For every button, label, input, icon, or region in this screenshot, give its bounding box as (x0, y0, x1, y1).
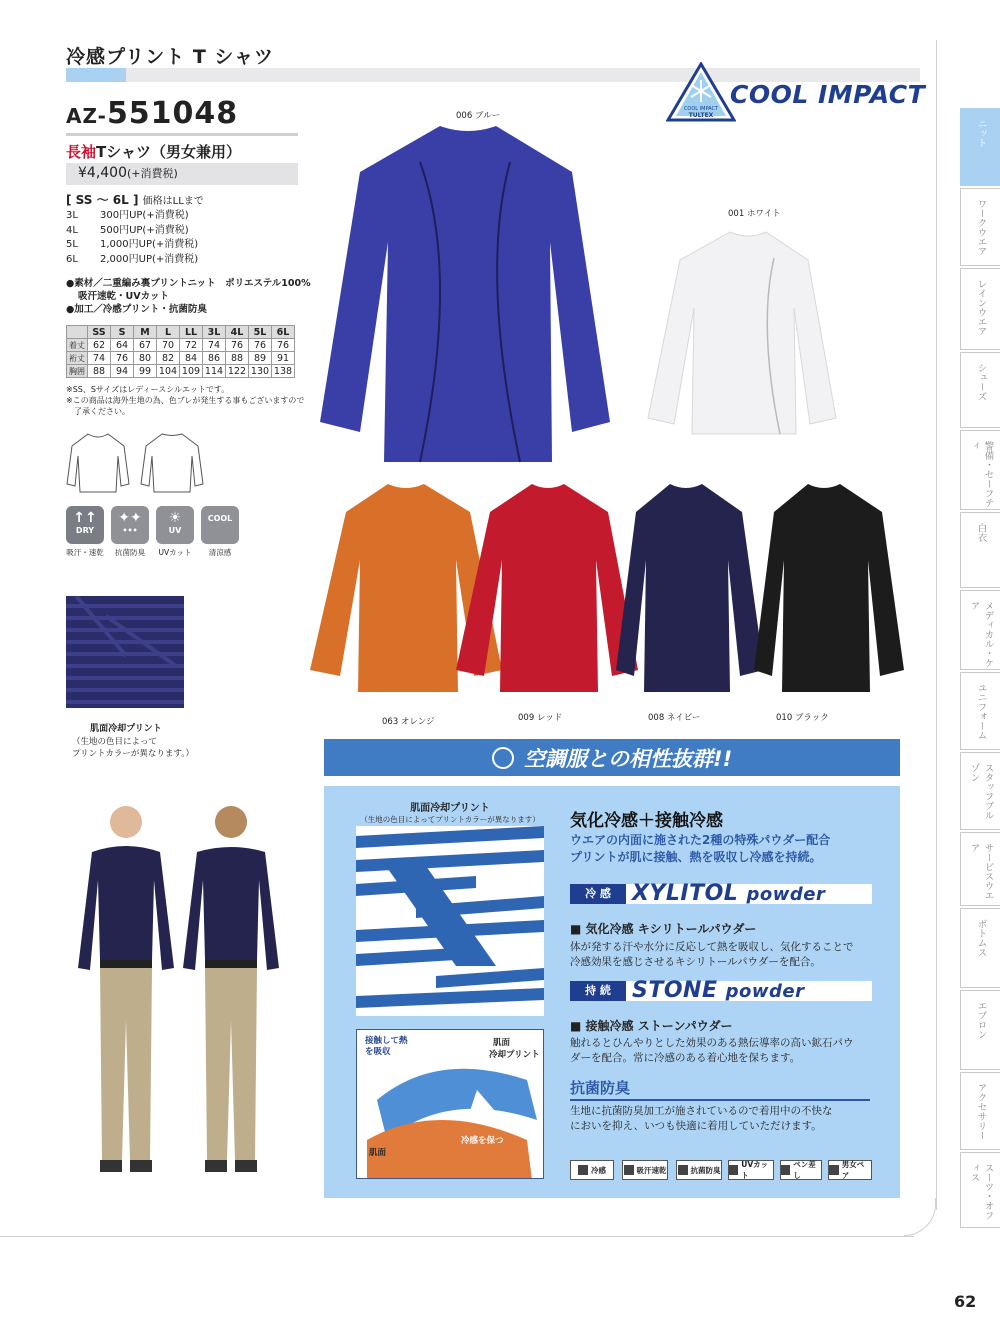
fabric-note (72, 736, 194, 760)
table-cell: 99 (134, 365, 157, 378)
feature-subheading (570, 832, 830, 866)
table-cell: 89 (249, 352, 272, 365)
cooling-diagram (356, 1029, 544, 1179)
size-header: S (111, 326, 134, 339)
table-cell: 82 (157, 352, 180, 365)
fabric-swatch (66, 596, 184, 708)
icon-badge: ••• (122, 526, 138, 535)
table-cell: 86 (203, 352, 226, 365)
xylitol-name-main: XYLITOL (632, 881, 739, 906)
product-code-number: 551048 (106, 96, 239, 131)
print-caption (356, 799, 544, 825)
note-line: ※この商品は海外生地の為、色ブレが発生する事もございますので (66, 396, 305, 405)
extra-price-list (66, 209, 198, 267)
size-table (66, 325, 295, 378)
page-number: 62 (954, 1292, 977, 1311)
stone-name (632, 978, 805, 1003)
brand-logo-text: COOL IMPACT (730, 80, 926, 109)
material-line: ●素材／二重編み裏プリントニット ポリエステル100% (66, 278, 311, 289)
note-line: ※SS、Sサイズはレディースシルエットです。 (66, 385, 230, 394)
icon-badge: DRY (75, 526, 95, 535)
stone-name-suffix: powder (725, 981, 805, 1002)
table-cell: 130 (249, 365, 272, 378)
feature-icon-cool (570, 1160, 614, 1180)
size-range (66, 191, 204, 208)
size-header: L (157, 326, 180, 339)
feature-icon-dry (622, 1160, 668, 1180)
tab-shoes[interactable]: シューズ (960, 352, 1000, 428)
feature-label: 男女ペア (841, 1160, 865, 1180)
table-cell: 67 (134, 339, 157, 352)
shirt-white (640, 228, 840, 442)
uv-cut-icon (729, 1165, 738, 1175)
table-cell: 76 (272, 339, 295, 352)
trademark: TM (940, 741, 954, 750)
extra-amount: 2,000円UP(+消費税) (100, 253, 199, 265)
shirt-black (752, 480, 908, 700)
text-line: においを抑え、いつも快適に着用していただけます。 (570, 1120, 822, 1132)
text-line: 冷感効果を感じさせるキシリトールパウダーを配合。 (570, 956, 821, 968)
table-cell: 70 (157, 339, 180, 352)
icon-label: 清涼感 (208, 548, 232, 557)
xylitol-chip: 冷 感 (570, 884, 626, 904)
skin-label: 肌面 (369, 1148, 387, 1158)
note-line: 了承ください。 (66, 407, 130, 416)
size-range-value: [ SS ～ 6L ] (66, 193, 139, 207)
table-cell: 94 (111, 365, 134, 378)
print-label-2: 冷却プリント (489, 1050, 540, 1060)
price-value: ¥4,400 (78, 165, 127, 181)
table-cell: 74 (88, 352, 111, 365)
tab-apron[interactable]: エプロン (960, 990, 1000, 1070)
extra-price-row (66, 224, 198, 239)
back-sketch (140, 432, 204, 494)
size-table-corner (67, 326, 88, 339)
tab-medical-care[interactable]: メディカル・ケア (960, 590, 1000, 670)
cooling-print-pattern (356, 826, 544, 1016)
table-cell: 114 (203, 365, 226, 378)
stone-tagline (570, 978, 872, 1003)
table-cell: 76 (111, 352, 134, 365)
color-label: 009 レッド (518, 713, 563, 723)
table-row (67, 339, 295, 352)
feature-icon-pen (780, 1160, 822, 1180)
cool-icon (201, 506, 239, 544)
tab-workwear[interactable]: ワークウエア (960, 188, 1000, 266)
print-label-1: 肌面 (493, 1038, 511, 1048)
xylitol-tagline (570, 881, 872, 906)
color-label: 008 ネイビー (648, 713, 701, 723)
dry-icon: ↑↑ DRY (66, 506, 104, 544)
xylitol-text (570, 940, 880, 970)
table-cell: 72 (180, 339, 203, 352)
fabric-note-line: プリントカラーが異なります。） (72, 749, 194, 759)
keep-cool-label: 冷感を保つ (461, 1136, 504, 1146)
tab-knit[interactable]: ニット (960, 108, 1000, 186)
color-label: 001 ホワイト (728, 209, 781, 219)
banner-text: 空調服との相性抜群!! (524, 746, 733, 771)
row-label: 着丈 (67, 339, 88, 352)
antibacterial-icon: ✦✦ ••• (111, 506, 149, 544)
size-header: M (134, 326, 157, 339)
tab-staff-blouson[interactable]: スタッフブルゾン (960, 752, 1000, 830)
divider (570, 1099, 870, 1101)
feature-icon-antibacterial (676, 1160, 722, 1180)
fabric-note-line: （生地の色目によって (72, 737, 158, 747)
print-caption-note: （生地の色目によってプリントカラーが異なります） (360, 815, 540, 824)
table-cell: 74 (203, 339, 226, 352)
table-cell: 88 (226, 352, 249, 365)
front-sketch (66, 432, 130, 494)
feature-label: UVカット (741, 1160, 769, 1180)
fan-icon (492, 747, 514, 769)
table-cell: 138 (272, 365, 295, 378)
feature-heading: 気化冷感＋接触冷感 (570, 811, 723, 831)
size-header: SS (88, 326, 111, 339)
extra-size: 5L (66, 239, 78, 250)
pen-slot-icon (781, 1165, 790, 1175)
text-line: 触れるとひんやりとした効果のある熱伝導率の高い鉱石パウ (570, 1037, 854, 1049)
extra-amount: 1,000円UP(+消費税) (100, 239, 199, 250)
feature-label: 吸汗速乾 (636, 1165, 667, 1175)
print-caption-title: 肌面冷却プリント (410, 803, 490, 814)
table-row (67, 365, 295, 378)
size-header: LL (180, 326, 203, 339)
xylitol-name-suffix: powder (746, 884, 826, 905)
badge-bottom-text: TULTEX (688, 112, 714, 119)
page-frame (936, 40, 937, 1210)
icon-label: 吸汗・速乾 (66, 548, 104, 557)
antibacterial-heading: 抗菌防臭 (570, 1079, 631, 1097)
size-range-note: 価格はLLまで (142, 196, 204, 207)
notes (66, 384, 306, 417)
antibacterial-icon (678, 1165, 688, 1175)
product-code-prefix: AZ- (66, 104, 107, 128)
extra-amount: 300円UP(+消費税) (100, 210, 189, 221)
text-line: 生地に抗菌防臭加工が施されているので着用中の不快な (570, 1105, 833, 1117)
extra-size: 4L (66, 224, 78, 236)
table-cell: 64 (111, 339, 134, 352)
feature-icon-pair (828, 1160, 872, 1180)
icon-badge: UV (168, 526, 182, 535)
stone-text (570, 1036, 880, 1066)
table-cell: 122 (226, 365, 249, 378)
shirt-blue (310, 122, 620, 474)
cool-icon (578, 1165, 588, 1175)
color-label: 010 ブラック (776, 713, 829, 723)
feature-label: ペン差し (793, 1160, 816, 1180)
tab-accessory[interactable]: アクセサリー (960, 1072, 1000, 1150)
table-cell: 84 (180, 352, 203, 365)
model-photos (66, 800, 316, 1190)
cool-impact-badge (666, 62, 736, 124)
extra-amount: 500円UP(+消費税) (100, 224, 189, 236)
subtitle-sleeve: 長袖 (66, 143, 97, 161)
stone-chip: 持 続 (570, 981, 626, 1001)
extra-price-row (66, 253, 198, 268)
size-header: 5L (249, 326, 272, 339)
table-cell: 88 (88, 365, 111, 378)
tab-lab-coat[interactable]: 白衣 (960, 512, 1000, 588)
absorb-label: 接触して熱を吸収 (365, 1036, 408, 1057)
icon-label: UVカット (158, 548, 192, 557)
feature-label: 冷感 (591, 1165, 606, 1175)
product-code (66, 96, 238, 131)
tab-rainwear[interactable]: レインウエア (960, 268, 1000, 350)
color-label: 006 ブルー (456, 111, 501, 121)
tab-suit-office[interactable]: スーツ・オフィス (960, 1152, 1000, 1228)
extra-size: 3L (66, 210, 78, 221)
model-back (183, 806, 279, 1172)
page-title: 冷感プリント T シャツ (66, 46, 275, 68)
text-line: ダーを配合。常に冷感のある着心地を保ちます。 (570, 1052, 801, 1064)
antibacterial-text (570, 1104, 880, 1134)
icon-label: 抗菌防臭 (115, 548, 145, 557)
table-cell: 109 (180, 365, 203, 378)
product-subtitle (66, 141, 241, 162)
header-bar-accent (66, 68, 126, 82)
icon-badge: COOL (207, 514, 233, 523)
kuchofuku-banner (324, 739, 954, 776)
material-line: 吸汗速乾・UVカット (78, 291, 169, 302)
tab-security-safety[interactable]: 警備・セーフティ (960, 430, 1000, 510)
tab-bottoms[interactable]: ボトムス (960, 908, 1000, 988)
materials (66, 277, 311, 316)
xylitol-name (632, 881, 825, 906)
row-label: 胸囲 (67, 365, 88, 378)
table-cell: 104 (157, 365, 180, 378)
price (78, 165, 178, 181)
extra-size: 6L (66, 253, 78, 265)
size-table-header-row (67, 326, 295, 339)
tab-uniform[interactable]: ユニフォーム (960, 672, 1000, 750)
table-cell: 76 (226, 339, 249, 352)
size-header: 4L (226, 326, 249, 339)
feature-icon-uv (728, 1160, 774, 1180)
badge-top-text: COOL IMPACT (683, 106, 719, 112)
feature-label: 抗菌防臭 (690, 1165, 721, 1175)
row-label: 裄丈 (67, 352, 88, 365)
unisex-icon (829, 1165, 839, 1175)
subheading-line: プリントが肌に接触、熱を吸収し冷感を持続。 (570, 850, 822, 864)
table-cell: 76 (249, 339, 272, 352)
table-cell: 91 (272, 352, 295, 365)
size-header: 3L (203, 326, 226, 339)
price-tax: (+消費税) (127, 167, 178, 180)
stone-name-main: STONE (632, 978, 718, 1003)
tab-service-wear[interactable]: サービスウエア (960, 832, 1000, 906)
subtitle-rest: Tシャツ（男女兼用） (96, 143, 241, 161)
subheading-line: ウエアの内面に施された2種の特殊パウダー配合 (570, 833, 831, 847)
stone-bullet: ■ 接触冷感 ストーンパウダー (570, 1019, 733, 1033)
xylitol-bullet: ■ 気化冷感 キシリトールパウダー (570, 922, 757, 936)
extra-price-row (66, 209, 198, 224)
divider (66, 133, 298, 136)
dry-icon (624, 1165, 634, 1175)
table-cell: 62 (88, 339, 111, 352)
page-frame-corner (904, 1198, 936, 1236)
color-label: 063 オレンジ (382, 717, 435, 727)
model-front (78, 806, 174, 1172)
size-header: 6L (272, 326, 295, 339)
extra-price-row (66, 238, 198, 253)
page-frame (0, 1236, 914, 1237)
table-row (67, 352, 295, 365)
shirt-navy (614, 480, 768, 700)
table-cell: 80 (134, 352, 157, 365)
uv-cut-icon: ☀ UV (156, 506, 194, 544)
fabric-caption: 肌面冷却プリント (90, 724, 162, 734)
material-line: ●加工／冷感プリント・抗菌防臭 (66, 304, 207, 315)
text-line: 体が発する汗や水分に反応して熱を吸収し、気化することで (570, 941, 854, 953)
